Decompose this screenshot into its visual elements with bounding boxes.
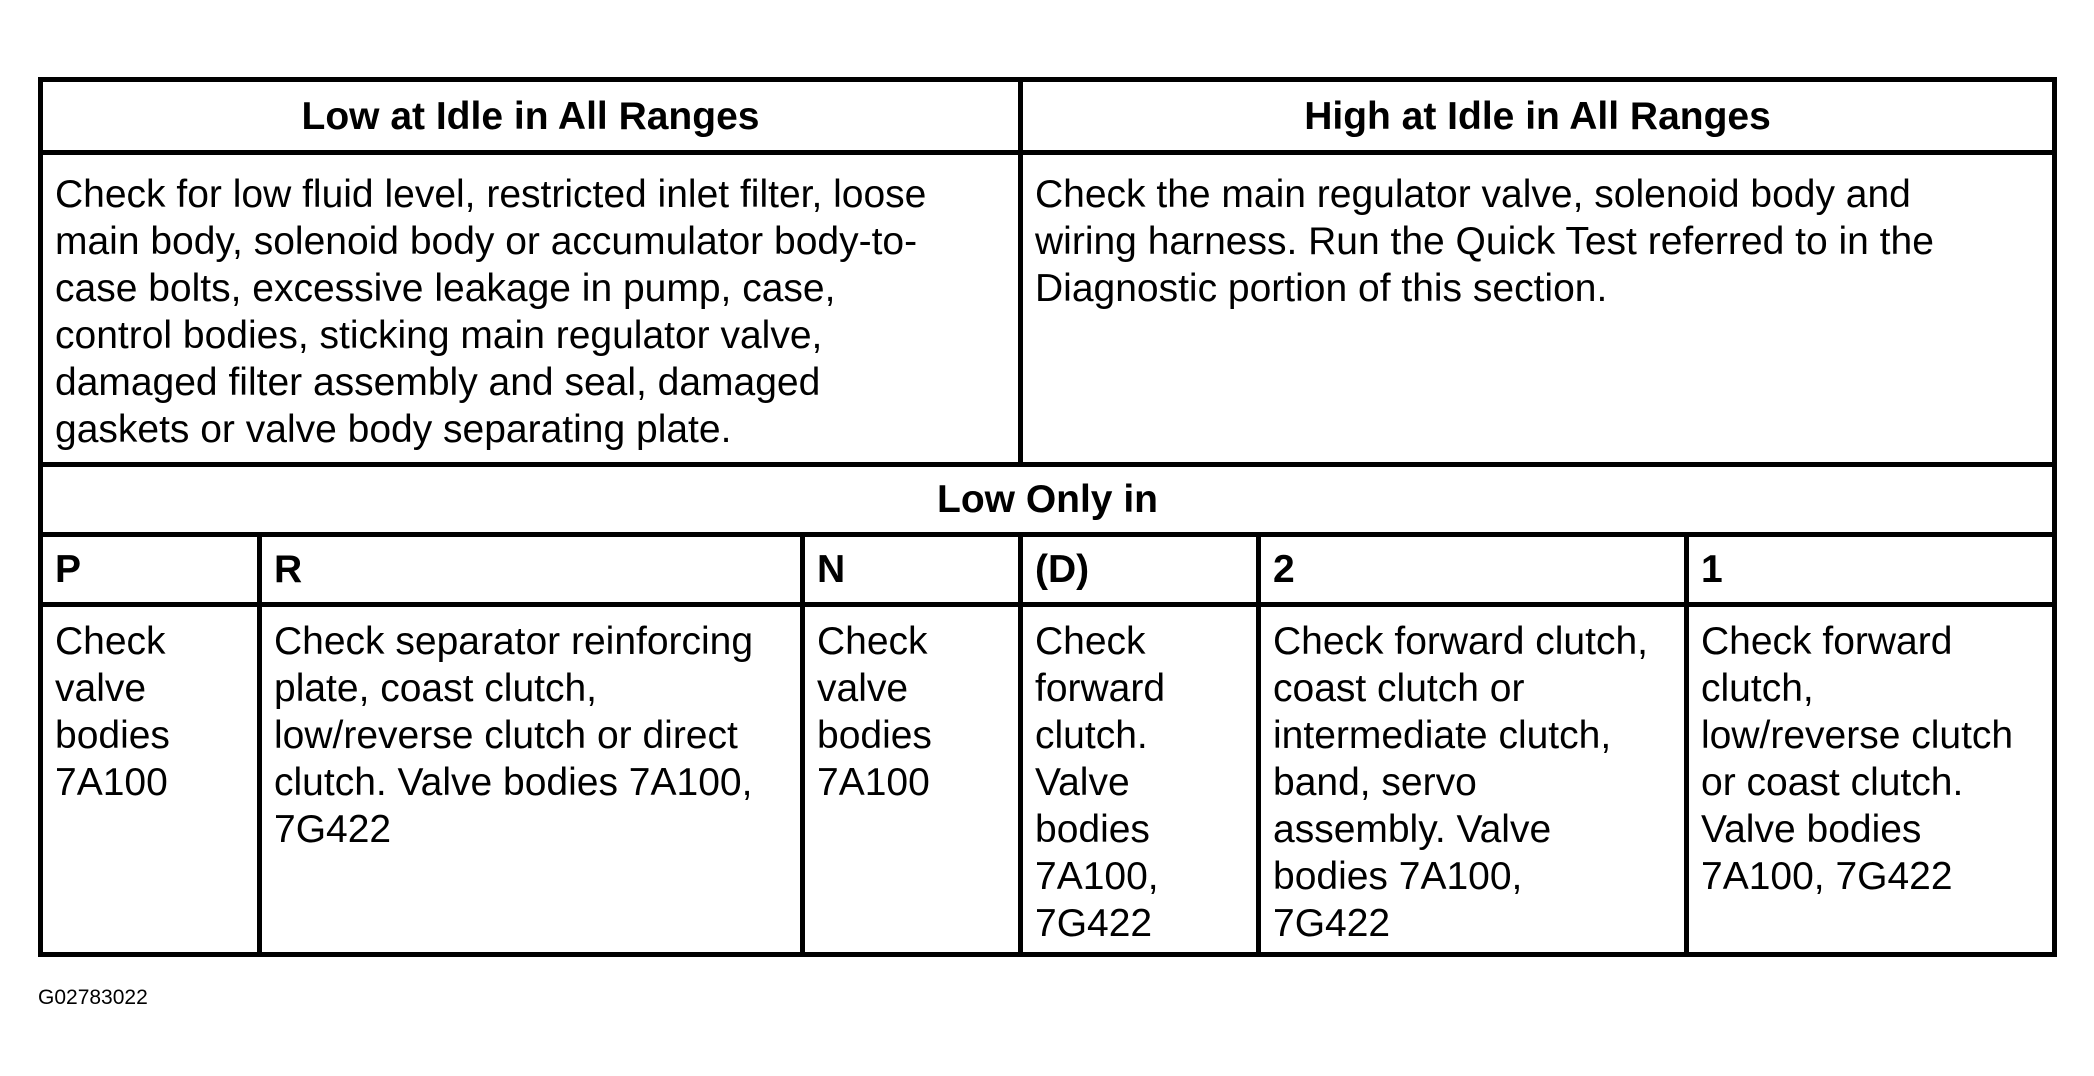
text-line: bodies 7A100, [1273,855,1523,898]
heading-low-only-in: Low Only in [937,478,1158,521]
text-line: bodies [55,714,170,757]
range-n-text [817,618,932,806]
text-line: clutch. [1035,714,1148,757]
range-2-text [1273,618,1648,947]
text-line: Valve bodies [1701,808,1922,851]
rule-below-top-text [43,462,2052,467]
text-line: intermediate clutch, [1273,714,1612,757]
text-line: valve [817,667,909,710]
text-line: control bodies, sticking main regulator valve, [55,314,823,357]
diagnosis-table [38,77,2057,957]
text-line: main body, solenoid body or accumulator body-to- [55,220,918,263]
range-d-text [1035,618,1165,947]
text-line: 7G422 [1035,902,1153,945]
heading-low-at-idle: Low at Idle in All Ranges [301,95,760,138]
text-line: clutch, [1701,667,1814,710]
text-line: coast clutch or [1273,667,1525,710]
range-label-1: 1 [1701,548,1723,591]
high-at-idle-text [1035,171,1934,312]
text-line: Check forward clutch, [1273,620,1648,663]
text-line: Diagnostic portion of this section. [1035,267,1608,310]
range-label-r: R [274,548,303,591]
text-line: gaskets or valve body separating plate. [55,408,732,451]
rule-col-5 [1684,532,1689,952]
text-line: 7A100, 7G422 [1701,855,1953,898]
range-label-2: 2 [1273,548,1295,591]
text-line: 7G422 [274,808,392,851]
text-line: 7A100 [55,761,168,804]
text-line: low/reverse clutch [1701,714,2014,757]
rule-col-3 [1018,532,1023,952]
range-p-text [55,618,170,806]
text-line: Check [817,620,928,663]
text-line: wiring harness. Run the Quick Test referred to in the [1035,220,1934,263]
text-line: case bolts, excessive leakage in pump, case, [55,267,836,310]
text-line: clutch. Valve bodies 7A100, [274,761,753,804]
text-line: 7A100, [1035,855,1159,898]
text-line: bodies [1035,808,1150,851]
text-line: Valve [1035,761,1130,804]
text-line: low/reverse clutch or direct [274,714,738,757]
figure-id: G02783022 [38,986,148,1009]
range-label-p: P [55,548,82,591]
text-line: band, servo [1273,761,1477,804]
rule-col-1 [257,532,262,952]
range-label-d: (D) [1035,548,1090,591]
text-line: 7G422 [1273,902,1391,945]
text-line: Check forward [1701,620,1953,663]
rule-col-4 [1256,532,1261,952]
text-line: valve [55,667,147,710]
text-line: damaged filter assembly and seal, damaged [55,361,821,404]
rule-below-low-only-heading [43,532,2052,537]
text-line: Check [55,620,166,663]
text-line: plate, coast clutch, [274,667,598,710]
low-at-idle-text [55,171,926,453]
text-line: 7A100 [817,761,930,804]
text-line: Check [1035,620,1146,663]
rule-col-2 [800,532,805,952]
text-line: or coast clutch. [1701,761,1964,804]
range-r-text [274,618,753,853]
rule-below-top-headings [43,150,2052,155]
text-line: bodies [817,714,932,757]
text-line: Check the main regulator valve, solenoid body and [1035,173,1911,216]
text-line: Check for low fluid level, restricted inlet filter, loose [55,173,927,216]
range-label-n: N [817,548,846,591]
range-1-text [1701,618,2013,900]
text-line: forward [1035,667,1166,710]
text-line: Check separator reinforcing [274,620,754,663]
text-line: assembly. Valve [1273,808,1552,851]
heading-high-at-idle: High at Idle in All Ranges [1304,95,1771,138]
rule-below-range-labels [43,602,2052,607]
